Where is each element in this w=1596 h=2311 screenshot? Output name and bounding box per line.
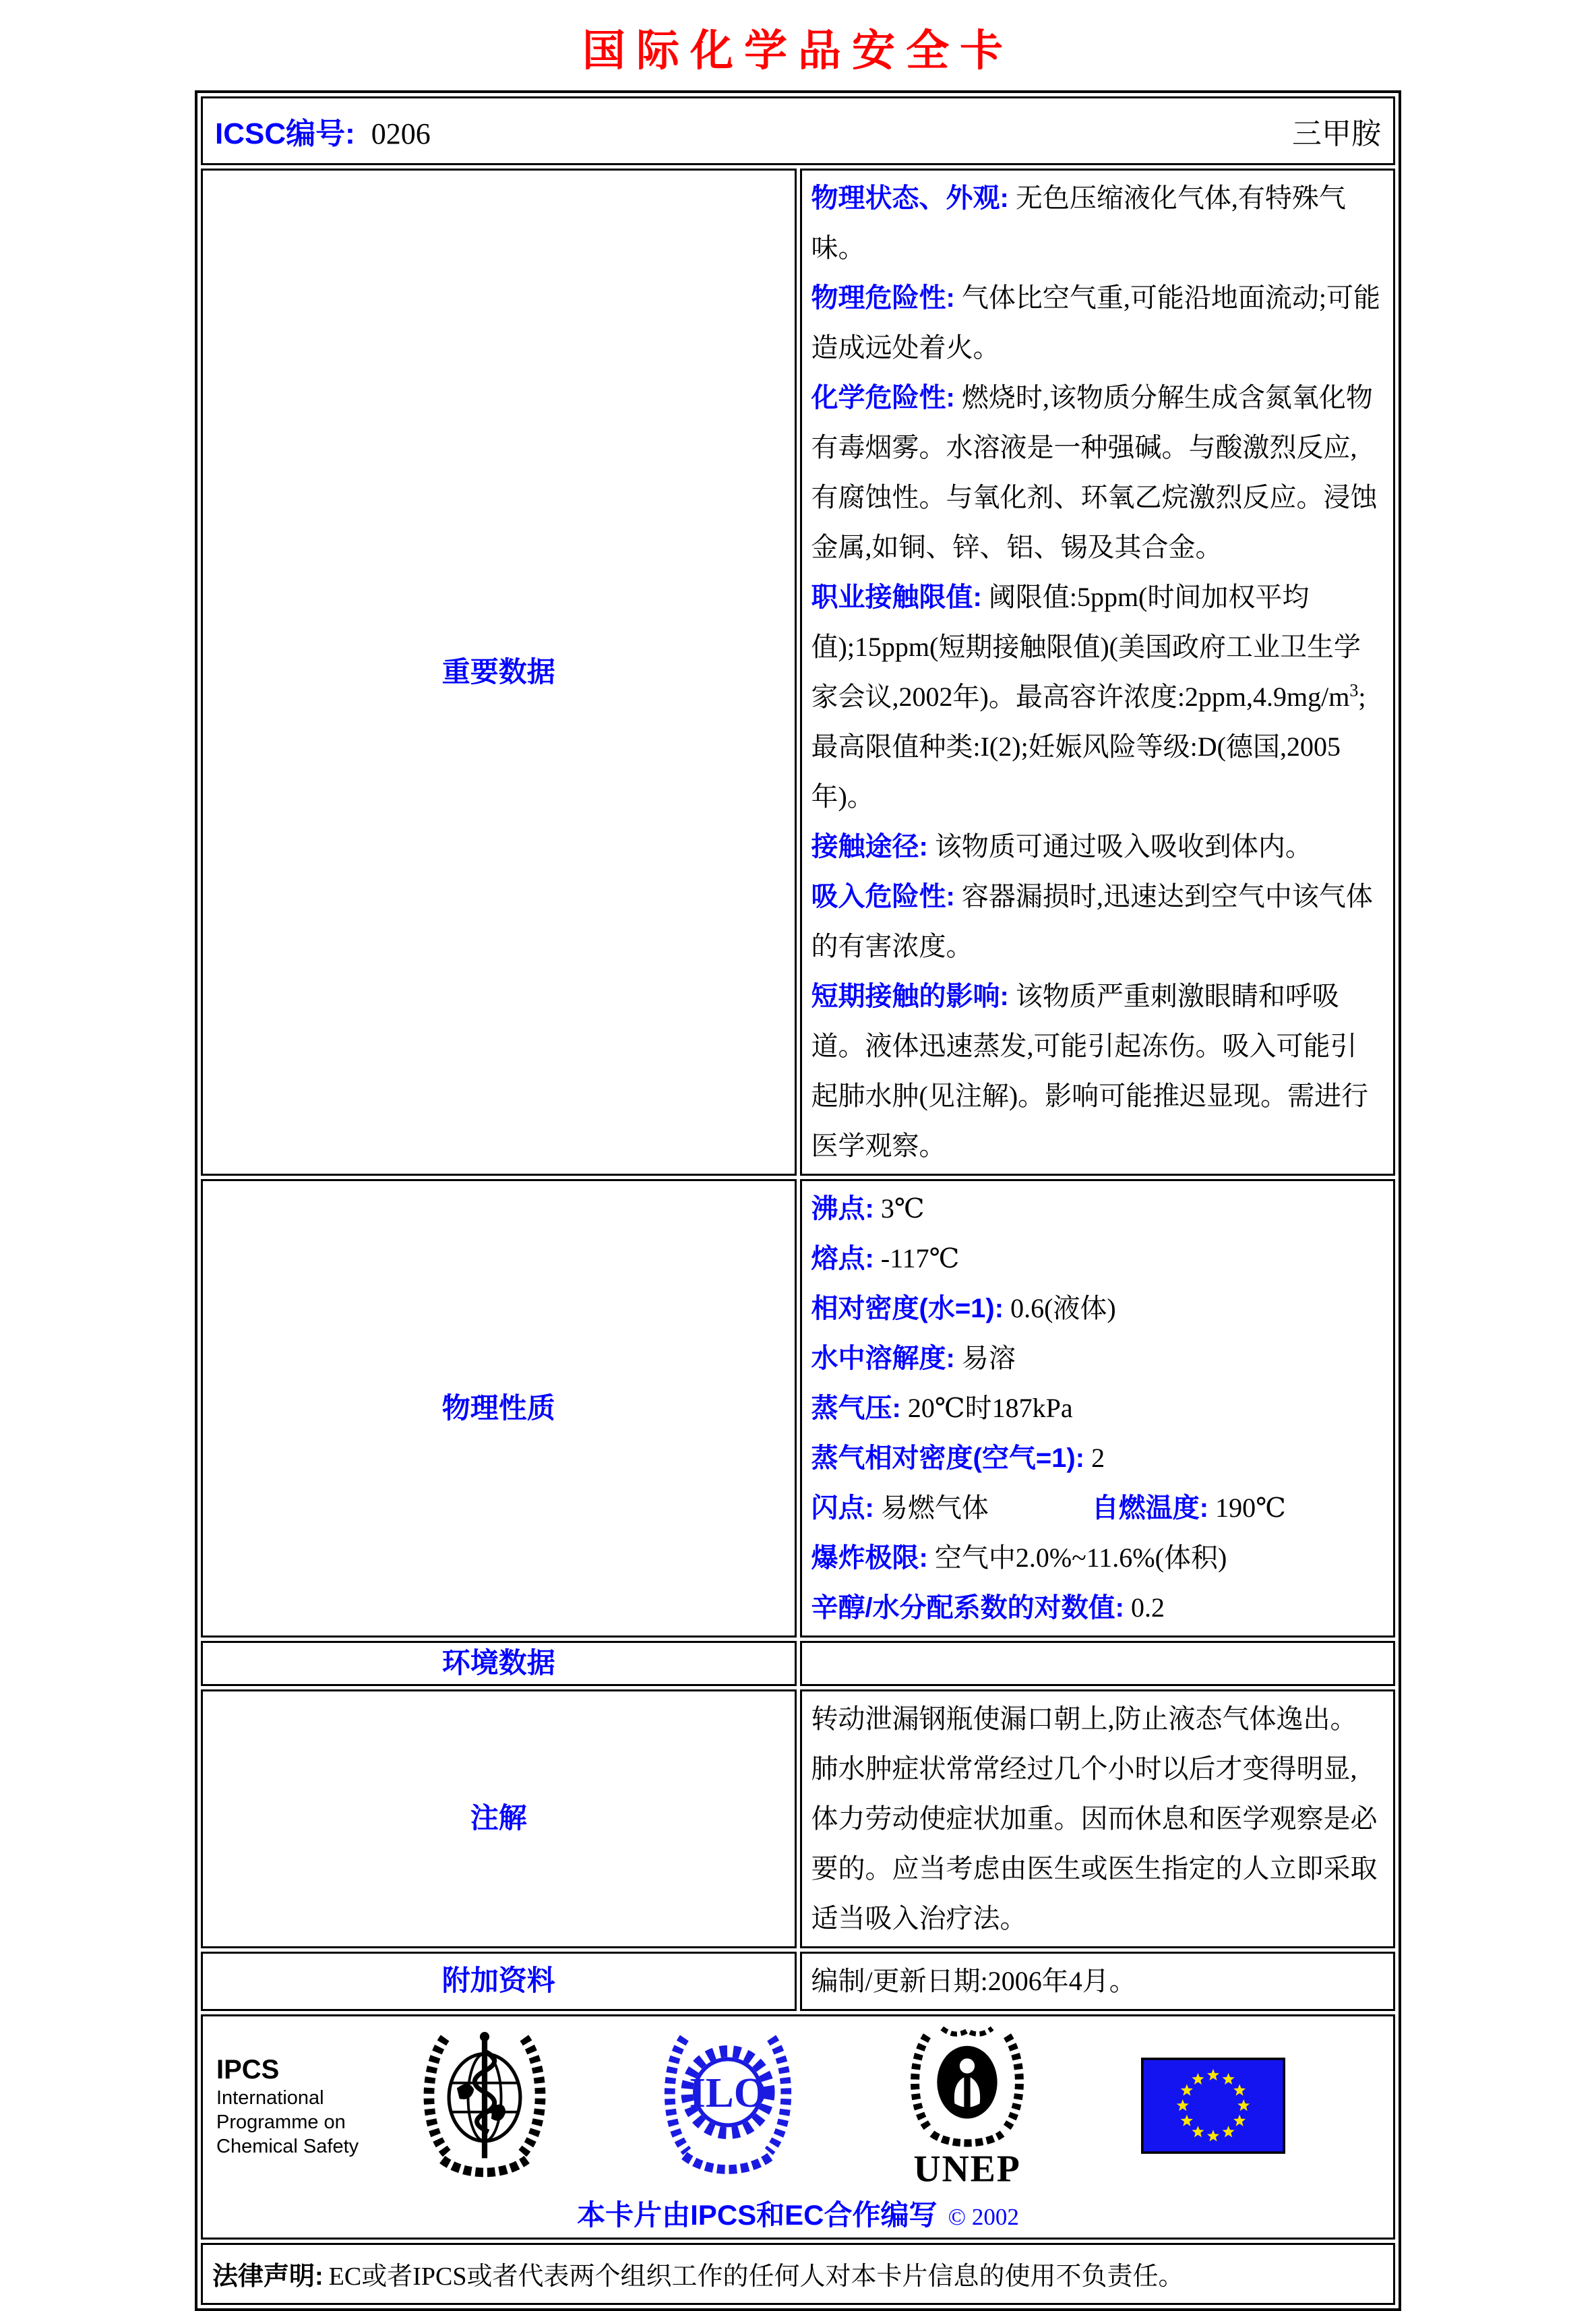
autoignition-value: 190℃ xyxy=(1215,1493,1286,1523)
occupational-exposure-text: 阈限值:5ppm(时间加权平均值);15ppm(短期接触限值)(美国政府工业卫生学家会议,2002年)。最高容许浓度:2ppm,4.9mg/m xyxy=(811,582,1361,712)
footer-copyright: © 2002 xyxy=(948,2203,1019,2230)
boiling-point-value: 3℃ xyxy=(880,1193,925,1224)
boiling-point-row xyxy=(811,1184,1384,1234)
chemical-hazard-text: 燃烧时,该物质分解生成含氮氧化物有毒烟雾。水溶液是一种强碱。与酸激烈反应,有腐蚀性。与氧化剂、环氧乙烷激烈反应。浸蚀金属,如铜、锌、铝、锡及其合金。 xyxy=(811,382,1378,562)
water-solubility-row xyxy=(811,1333,1384,1383)
logp-label: 辛醇/水分配系数的对数值: xyxy=(811,1593,1124,1623)
water-solubility-label: 水中溶解度: xyxy=(811,1344,955,1373)
footer-caption-text: 本卡片由IPCS和EC合作编写 xyxy=(577,2198,938,2231)
legal-text: EC或者IPCS或者代表两个组织工作的任何人对本卡片信息的使用不负责任。 xyxy=(328,2262,1184,2291)
environmental-data-content xyxy=(800,1641,1396,1686)
explosive-limits-label: 爆炸极限: xyxy=(811,1543,928,1573)
vapour-density-value: 2 xyxy=(1091,1443,1105,1473)
autoignition-label: 自燃温度: xyxy=(1091,1493,1209,1523)
autoignition-field xyxy=(1092,1483,1384,1533)
who-logo-icon xyxy=(419,2030,551,2182)
melting-point-label: 熔点: xyxy=(811,1244,874,1273)
unep-logo-icon xyxy=(904,2023,1030,2189)
vapour-pressure-value: 20℃时187kPa xyxy=(907,1393,1073,1423)
logp-value: 0.2 xyxy=(1130,1592,1165,1623)
physical-hazard-paragraph xyxy=(811,273,1384,373)
ipcs-title: IPCS xyxy=(216,2054,280,2084)
ipcs-text-block xyxy=(216,2053,419,2159)
section-label-environmental-data xyxy=(201,1641,797,1686)
unep-letters: UNEP xyxy=(913,2148,1022,2189)
flash-point-label: 闪点: xyxy=(811,1493,874,1523)
ipcs-subtitle-line2: Programme on xyxy=(216,2111,346,2133)
environmental-data-label-text: 环境数据 xyxy=(441,1647,555,1679)
short-term-effects-paragraph xyxy=(811,971,1384,1171)
superscript-3: 3 xyxy=(1349,680,1359,700)
exposure-routes-paragraph xyxy=(811,822,1384,872)
additional-info-content: 编制/更新日期:2006年4月。 xyxy=(800,1952,1396,2011)
notes-label-text: 注解 xyxy=(470,1802,527,1834)
vapour-density-label: 蒸气相对密度(空气=1): xyxy=(811,1443,1085,1473)
physical-state-paragraph xyxy=(811,173,1384,273)
page-title: 国际化学品安全卡 xyxy=(582,27,1014,75)
relative-density-value: 0.6(液体) xyxy=(1010,1293,1116,1323)
icsc-card-page xyxy=(0,16,1596,2311)
footer-caption xyxy=(216,2193,1380,2233)
logo-row xyxy=(216,2023,1380,2189)
chemical-name: 三甲胺 xyxy=(1292,117,1381,150)
section-label-additional-info xyxy=(201,1952,797,2011)
vapour-pressure-row xyxy=(811,1383,1384,1433)
exposure-routes-text: 该物质可通过吸入吸收到体内。 xyxy=(934,831,1312,862)
icsc-number-value: 0206 xyxy=(371,117,431,150)
physical-hazard-label: 物理危险性: xyxy=(811,283,955,313)
physical-hazard-text: 气体比空气重,可能沿地面流动;可能造成远处着火。 xyxy=(811,282,1380,363)
physical-properties-label-text: 物理性质 xyxy=(441,1391,555,1424)
ipcs-subtitle-line1: International xyxy=(216,2087,324,2109)
additional-info-label-text: 附加资料 xyxy=(441,1964,555,1997)
flash-point-value: 易燃气体 xyxy=(880,1493,989,1523)
vapour-density-row xyxy=(811,1433,1384,1483)
legal-label: 法律声明: xyxy=(212,2262,324,2291)
physical-properties-content xyxy=(800,1179,1396,1638)
flash-point-row xyxy=(811,1483,1384,1533)
notes-content: 转动泄漏钢瓶使漏口朝上,防止液态气体逸出。肺水肿症状常常经过几个小时以后才变得明显,体力劳动使症状加重。因而休息和医学观察是必要的。应当考虑由医生或医生指定的人立即采取适当吸入治疗法。 xyxy=(800,1689,1396,1948)
physical-state-text: 无色压缩液化气体,有特殊气味。 xyxy=(811,183,1346,263)
short-term-effects-text: 该物质严重刺激眼睛和呼吸道。液体迅速蒸发,可能引起冻伤。吸入可能引起肺水肿(见注解)。影响可能推迟显现。需进行医学观察。 xyxy=(811,981,1369,1161)
ipcs-subtitle-line3: Chemical Safety xyxy=(216,2135,359,2157)
important-data-label-text: 重要数据 xyxy=(441,655,555,688)
section-label-notes xyxy=(201,1689,797,1948)
relative-density-row xyxy=(811,1284,1384,1333)
explosive-limits-value: 空气中2.0%~11.6%(体积) xyxy=(934,1542,1227,1573)
vapour-pressure-label: 蒸气压: xyxy=(811,1393,901,1423)
legal-row xyxy=(201,2243,1395,2305)
ilo-letters: ILO xyxy=(689,2068,767,2116)
exposure-routes-label: 接触途径: xyxy=(811,832,928,862)
short-term-effects-label: 短期接触的影响: xyxy=(811,982,1009,1011)
explosive-limits-row xyxy=(811,1533,1384,1583)
flash-point-field xyxy=(811,1483,1092,1533)
eu-flag-icon xyxy=(1141,2058,1285,2154)
icsc-number-label: ICSC编号: xyxy=(215,117,355,150)
ilo-logo-icon xyxy=(662,2030,794,2182)
logp-row xyxy=(811,1583,1384,1633)
chemical-hazard-paragraph xyxy=(811,373,1384,572)
icsc-table xyxy=(195,90,1401,2311)
boiling-point-label: 沸点: xyxy=(811,1194,874,1224)
melting-point-row xyxy=(811,1234,1384,1284)
inhalation-risk-label: 吸入危险性: xyxy=(811,882,955,911)
water-solubility-value: 易溶 xyxy=(961,1343,1016,1373)
occupational-exposure-label: 职业接触限值: xyxy=(811,582,982,612)
icsc-number-field xyxy=(215,109,431,152)
relative-density-label: 相对密度(水=1): xyxy=(811,1294,1004,1323)
chemical-hazard-label: 化学危险性: xyxy=(811,383,955,413)
occupational-exposure-paragraph xyxy=(811,572,1384,822)
inhalation-risk-text: 容器漏损时,迅速达到空气中该气体的有害浓度。 xyxy=(811,881,1373,961)
section-label-physical-properties xyxy=(201,1179,797,1638)
inhalation-risk-paragraph xyxy=(811,872,1384,971)
melting-point-value: -117℃ xyxy=(880,1243,960,1273)
important-data-content xyxy=(800,169,1396,1176)
footer-logos-row xyxy=(201,2014,1395,2240)
section-label-important-data xyxy=(201,169,797,1176)
header-row xyxy=(201,96,1395,165)
physical-state-label: 物理状态、外观: xyxy=(811,183,1009,213)
occupational-exposure-text2: ;最高限值种类:I(2);妊娠风险等级:D(德国,2005年)。 xyxy=(811,682,1366,812)
